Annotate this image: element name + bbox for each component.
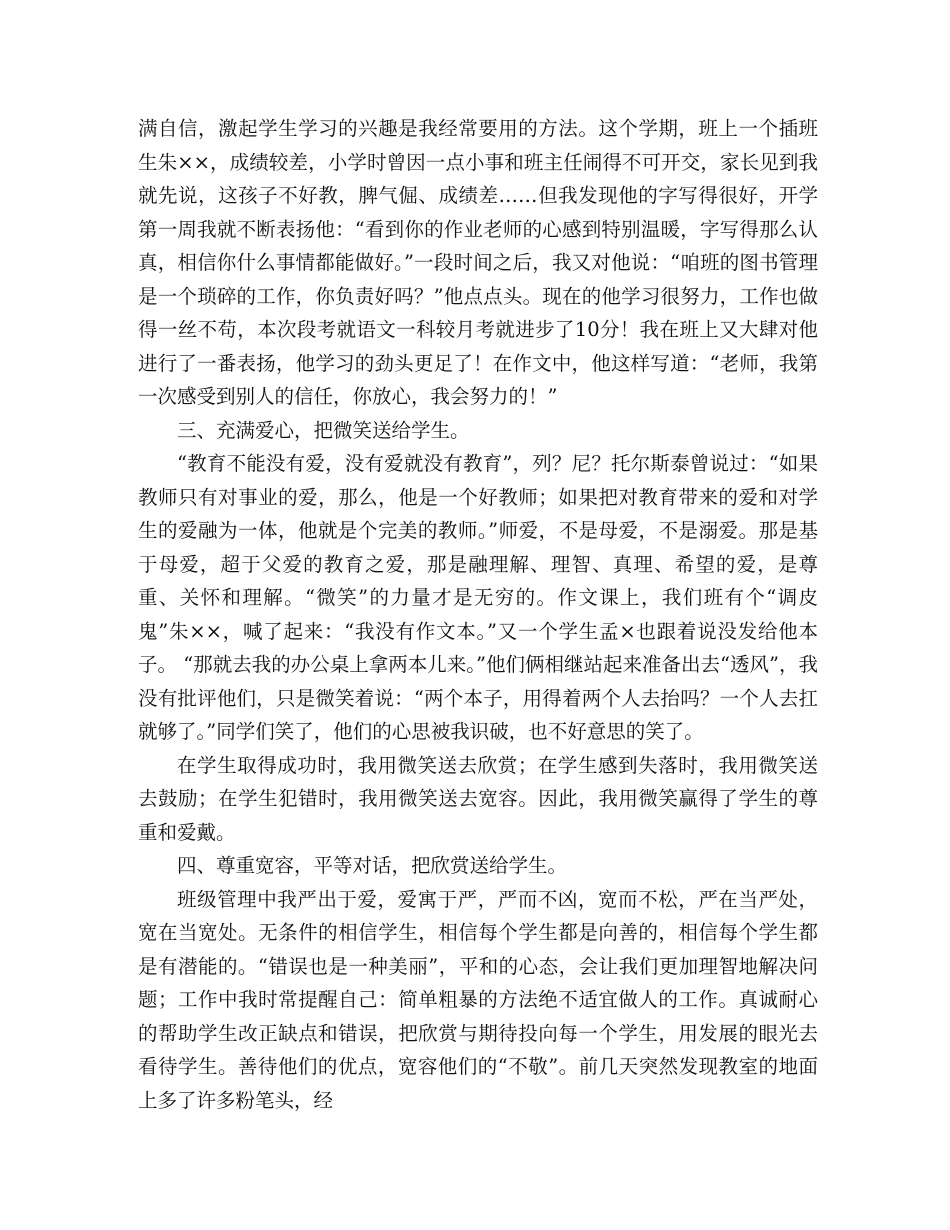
section-heading-3: 三、充满爱心，把微笑送给学生。: [177, 418, 470, 442]
paragraph-love-education: “教育不能没有爱，没有爱就没有教育”，列？尼？托尔斯泰曾说过：“如果教师只有对事业的爱，那么，他是一个好教师；如果把对教育带来的爱和对学生的爱融为一体，他就是个完美的教师。”师爱，不是母爱，不是溺爱。那是基于母爱，超于父爱的教育之爱，那是融理解、理智、真理、希望的爱，是尊重、关怀和理解。“微笑”的力量才是无穷的。作文课上，我们班有个“调皮鬼”朱××，喊了起来：“我没有作文本。”又一个学生孟×也跟着说没发给他本子。 “那就去我的办公桌上拿两本儿来。”他们俩相继站起来准备出去“透风”，我没有批评他们，只是微笑着说：“两个本子，用得着两个人去抬吗？一个人去扛就够了。”同学们笑了，他们的心思被我识破，也不好意思的笑了。: [138, 452, 818, 743]
document-body: [138, 112, 818, 1117]
section-heading-4: 四、尊重宽容，平等对话，把欣赏送给学生。: [177, 854, 568, 877]
paragraph-intro-continuation: 满自信，激起学生学习的兴趣是我经常要用的方法。这个学期，班上一个插班生朱××，成绩较差，小学时曾因一点小事和班主任闹得不可开交，家长见到我就先说，这孩子不好教，脾气倔、成绩差……但我发现他的字写得很好，开学第一周我就不断表扬他：“看到你的作业老师的心感到特别温暖，字写得那么认真，相信你什么事情都能做好。”一段时间之后，我又对他说：“咱班的图书管理是一个琐碎的工作，你负责好吗？”他点点头。现在的他学习很努力，工作也做得一丝不苟，本次段考就语文一科较月考就进步了10分！我在班上又大肆对他进行了一番表扬，他学习的劲头更足了！在作文中，他这样写道：“老师，我第一次感受到别人的信任，你放心，我会努力的！”: [138, 117, 818, 408]
paragraph-smile: 在学生取得成功时，我用微笑送去欣赏；在学生感到失落时，我用微笑送去鼓励；在学生犯错时，我用微笑送去宽容。因此，我用微笑赢得了学生的尊重和爱戴。: [138, 753, 818, 844]
paragraph-respect-tolerance: 班级管理中我严出于爱，爱寓于严，严而不凶，宽而不松，严在当严处，宽在当宽处。无条件的相信学生，相信每个学生都是向善的，相信每个学生都是有潜能的。“错误也是一种美丽”，平和的心态，会让我们更加理智地解决问题；工作中我时常提醒自己：简单粗暴的方法绝不适宜做人的工作。真诚耐心的帮助学生改正缺点和错误，把欣赏与期待投向每一个学生，用发展的眼光去看待学生。善待他们的优点，宽容他们的“不敬”。前几天突然发现教室的地面上多了许多粉笔头，经: [138, 887, 818, 1112]
